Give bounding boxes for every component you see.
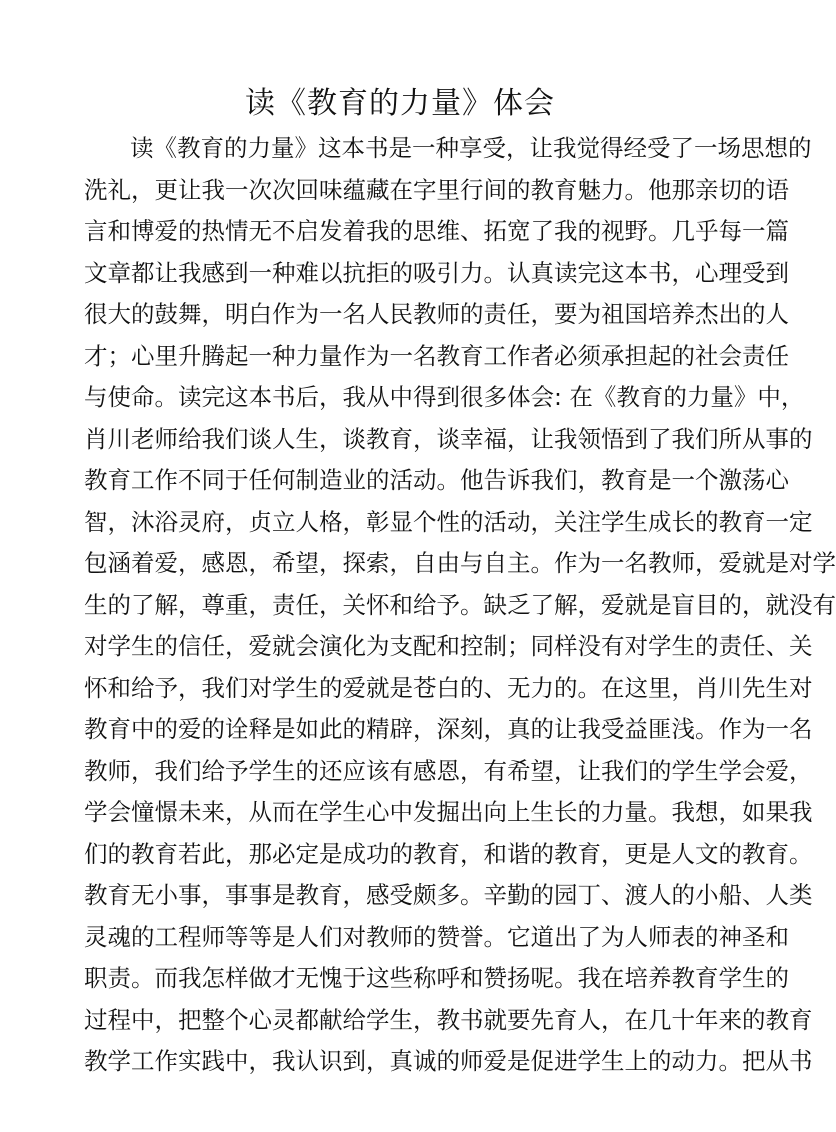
text-line: 与使命。读完这本书后，我从中得到很多体会: 在《教育的力量》中， <box>84 383 805 411</box>
text-line: 智，沐浴灵府，贞立人格，彰显个性的活动，关注学生成长的教育一定 <box>84 507 813 536</box>
text-line: 才；心里升腾起一种力量作为一名教育工作者必须承担起的社会责任 <box>84 341 789 370</box>
text-line: 学会憧憬未来，从而在学生心中发掘出向上生长的力量。我想，如果我 <box>84 798 813 826</box>
text-line: 对学生的信任，爱就会演化为支配和控制；同样没有对学生的责任、关 <box>84 632 813 660</box>
document-body <box>84 128 836 1083</box>
text-line: 洗礼，更让我一次次回味蕴藏在字里行间的教育魅力。他那亲切的语 <box>84 175 789 204</box>
text-line: 读《教育的力量》这本书是一种享受，让我觉得经受了一场思想的 <box>130 134 812 162</box>
text-line: 怀和给予，我们对学生的爱就是苍白的、无力的。在这里，肖川先生对 <box>84 673 813 702</box>
text-line: 教学工作实践中，我认识到，真诚的师爱是促进学生上的动力。把从书 <box>84 1047 813 1075</box>
text-line: 职责。而我怎样做才无愧于这些称呼和赞扬呢。我在培养教育学生的 <box>84 964 789 992</box>
text-line: 教育工作不同于任何制造业的活动。他告诉我们，教育是一个激荡心 <box>84 466 789 494</box>
text-line: 教育中的爱的诠释是如此的精辟，深刻，真的让我受益匪浅。作为一名 <box>84 715 813 743</box>
text-line: 文章都让我感到一种难以抗拒的吸引力。认真读完这本书，心理受到 <box>84 258 789 287</box>
text-line: 包涵着爱，感恩，希望，探索，自由与自主。作为一名教师，爱就是对学 <box>84 549 836 577</box>
document-title: 读《教育的力量》体会 <box>245 86 555 121</box>
text-line: 们的教育若此，那必定是成功的教育，和谐的教育，更是人文的教育。 <box>84 839 813 868</box>
text-line: 言和博爱的热情无不启发着我的思维、拓宽了我的视野。几乎每一篇 <box>84 217 789 245</box>
text-line: 肖川老师给我们谈人生，谈教育，谈幸福，让我领悟到了我们所从事的 <box>84 424 813 453</box>
text-line: 教师，我们给予学生的还应该有感恩，有希望，让我们的学生学会爱， <box>84 756 813 785</box>
text-line: 很大的鼓舞，明白作为一名人民教师的责任，要为祖国培养杰出的人 <box>84 300 789 328</box>
text-line: 过程中，把整个心灵都献给学生，教书就要先育人，在几十年来的教育 <box>84 1005 813 1034</box>
text-line: 生的了解，尊重，责任，关怀和给予。缺乏了解，爱就是盲目的，就没有 <box>84 590 836 619</box>
text-line: 灵魂的工程师等等是人们对教师的赞誉。它道出了为人师表的神圣和 <box>84 922 789 951</box>
text-line: 教育无小事，事事是教育，感受颇多。辛勤的园丁、渡人的小船、人类 <box>84 881 813 909</box>
